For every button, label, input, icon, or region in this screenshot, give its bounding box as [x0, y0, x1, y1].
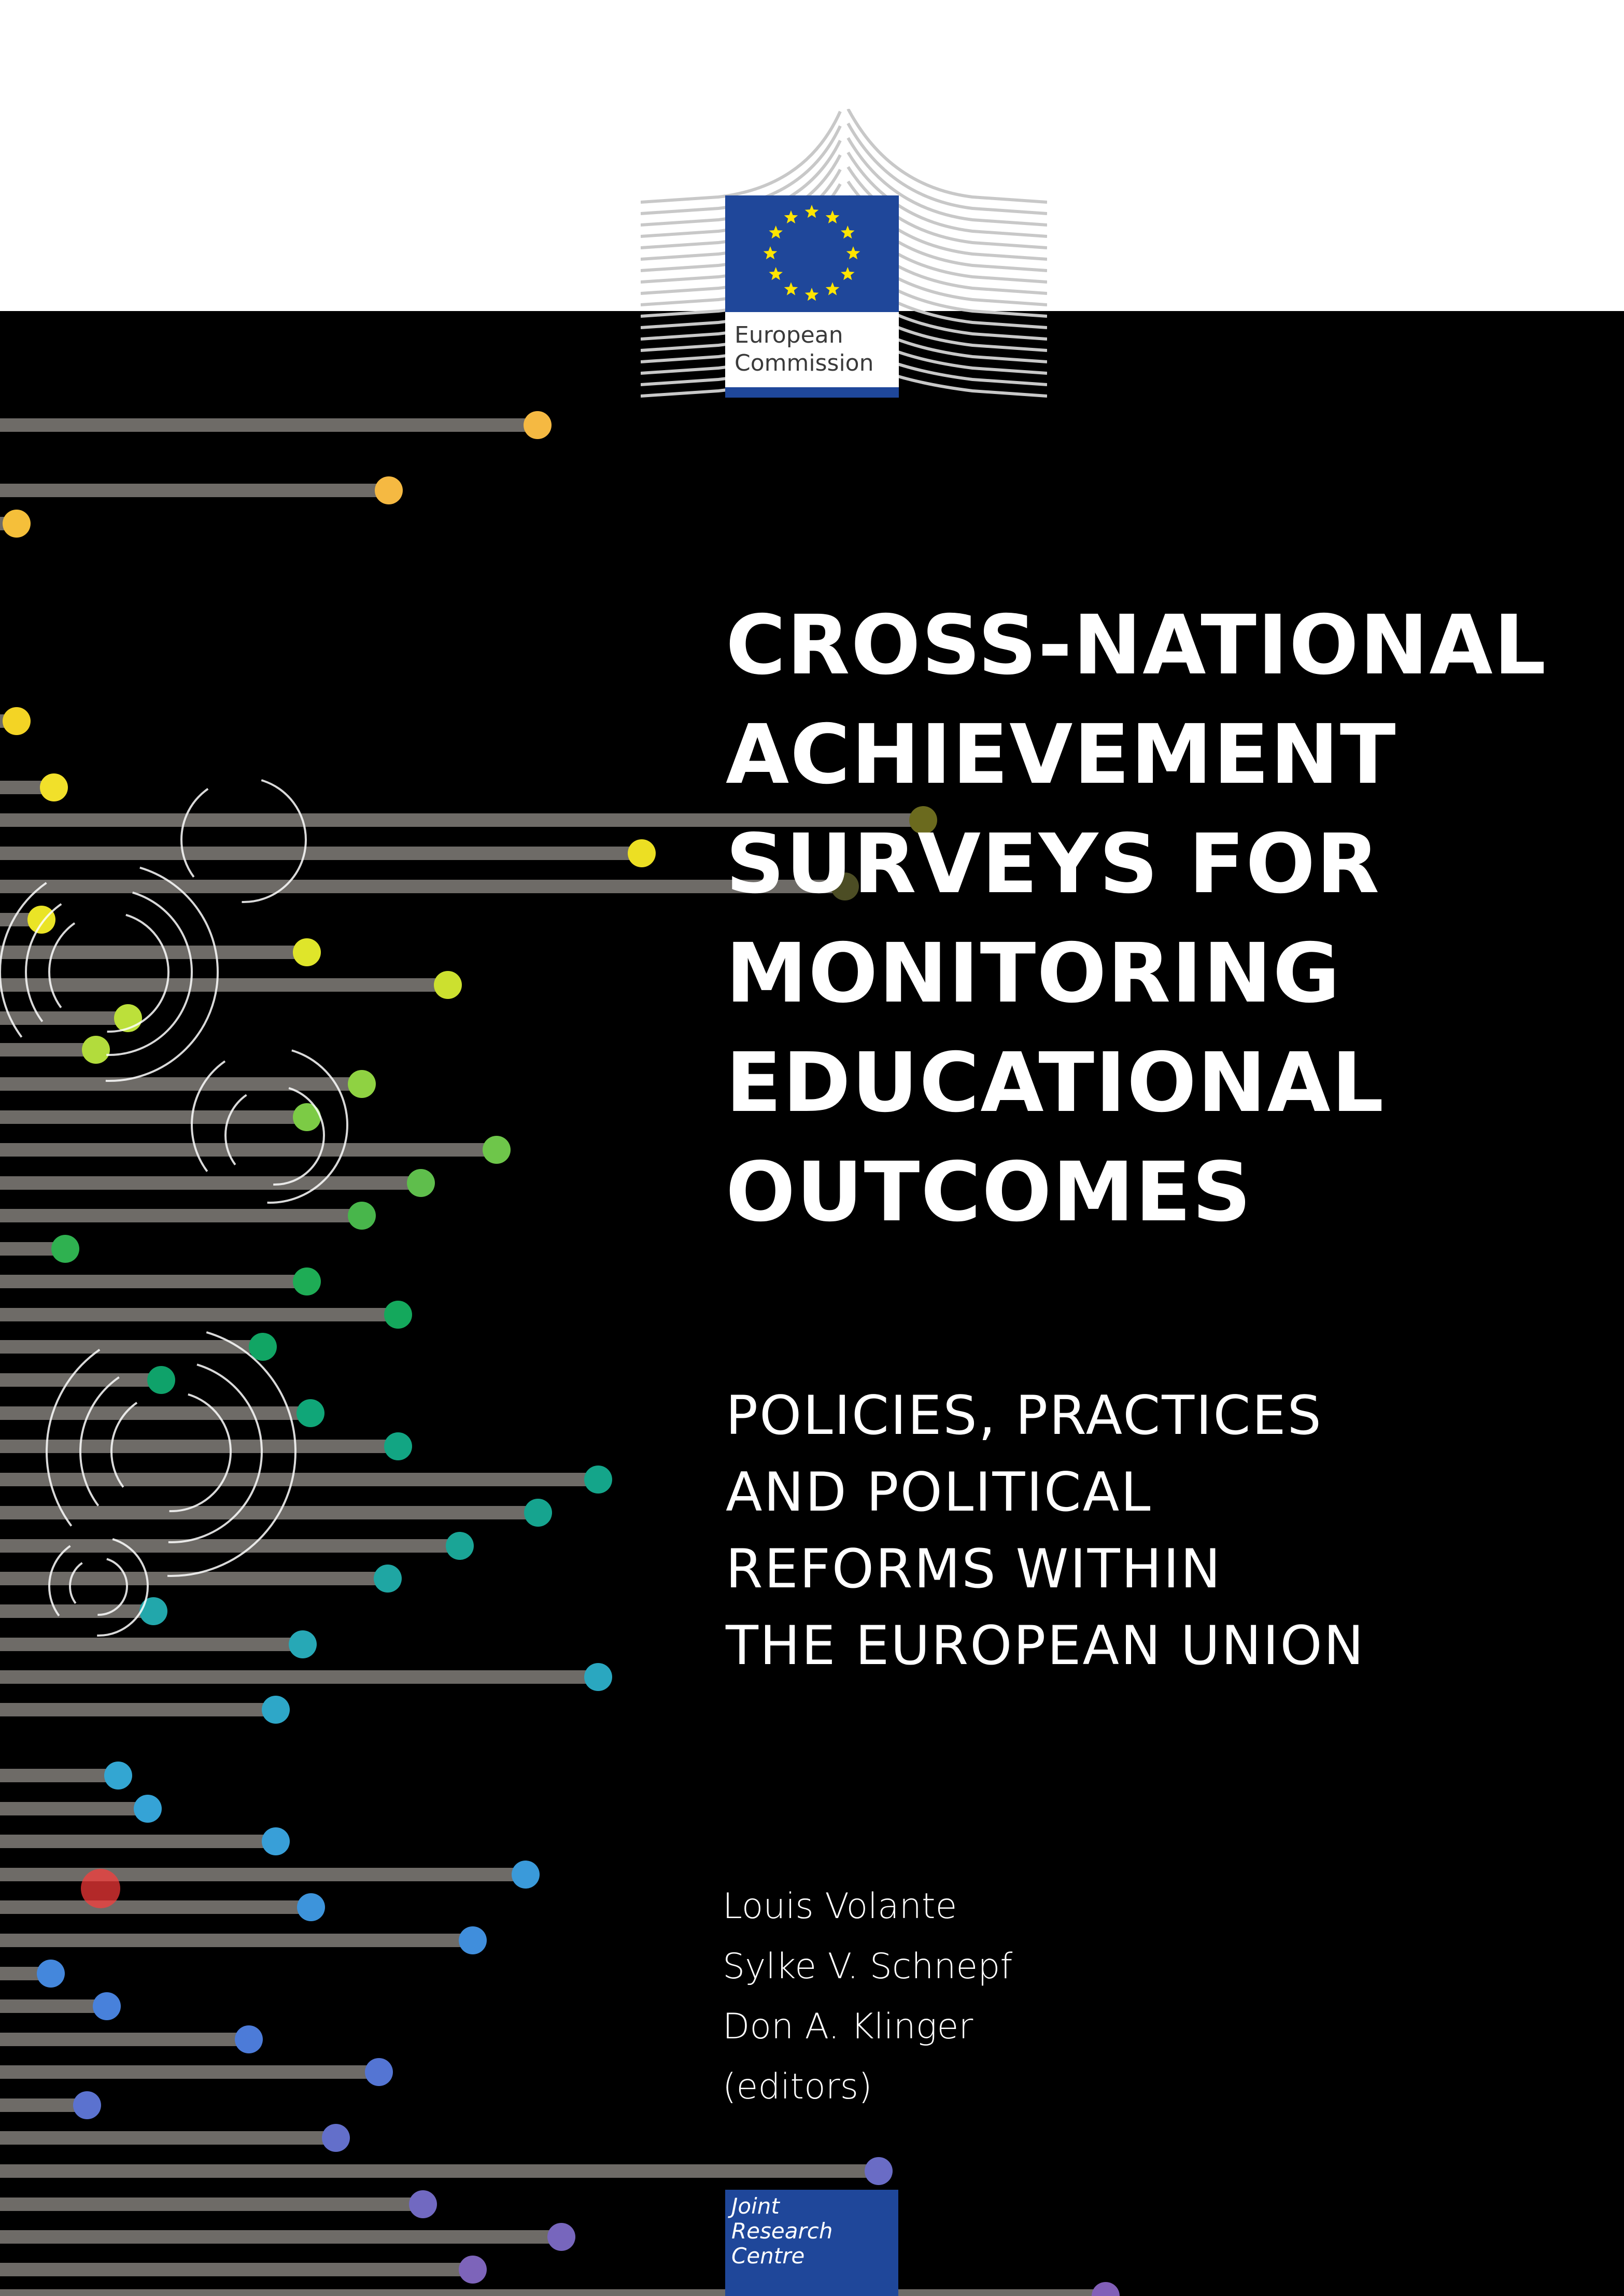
- eu-star-icon: [846, 246, 860, 259]
- decorative-dot: [384, 1301, 412, 1329]
- eu-star-icon: [769, 226, 783, 238]
- decorative-dot: [293, 938, 321, 966]
- subtitle-line: THE EUROPEAN UNION: [726, 1615, 1365, 1677]
- decorative-arc: [225, 1086, 324, 1185]
- jrc-line-1: Joint: [731, 2193, 780, 2219]
- decorative-dot: [409, 2190, 437, 2218]
- decorative-dot: [262, 1696, 290, 1724]
- decorative-dot: [93, 1992, 121, 2020]
- jrc-badge: [725, 2190, 898, 2296]
- cover-title: [726, 591, 1607, 1247]
- decorative-dot: [628, 839, 656, 867]
- decorative-dot: [3, 510, 31, 538]
- decorative-dot: [134, 1795, 162, 1823]
- decorative-dot: [104, 1762, 132, 1790]
- jrc-line-2: Research: [731, 2218, 833, 2244]
- decorative-dot: [297, 1893, 325, 1921]
- decorative-dot: [293, 1267, 321, 1295]
- decorative-dot: [407, 1169, 435, 1197]
- logo-line-1: European: [735, 322, 843, 348]
- logo-line-2: Commission: [735, 350, 874, 376]
- decorative-dot: [483, 1136, 511, 1164]
- decorative-dot: [40, 773, 68, 801]
- european-commission-logo: [641, 109, 1047, 399]
- decorative-dot: [584, 1663, 612, 1691]
- title-line: OUTCOMES: [726, 1145, 1252, 1240]
- decorative-dot: [27, 906, 55, 934]
- eu-star-icon: [784, 282, 798, 295]
- decorative-dot: [374, 1565, 402, 1593]
- title-line: EDUCATIONAL: [726, 1035, 1385, 1131]
- decorative-dot: [348, 1202, 376, 1230]
- decorative-dot: [365, 2058, 393, 2086]
- decorative-dot: [293, 1103, 321, 1131]
- decorative-dot: [3, 707, 31, 735]
- decorative-dot: [289, 1630, 317, 1658]
- logo-bottom-bar: [725, 387, 899, 398]
- decorative-dot: [584, 1466, 612, 1494]
- decorative-dot: [865, 2157, 893, 2185]
- eu-star-icon: [805, 288, 819, 301]
- eu-star-icon: [769, 267, 783, 280]
- subtitle-line: POLICIES, PRACTICES: [726, 1385, 1323, 1447]
- editors-list: [723, 1877, 1012, 2117]
- cover-subtitle: [726, 1377, 1607, 1684]
- decorative-dot: [235, 2025, 263, 2053]
- decorative-arc: [26, 889, 192, 1055]
- editor-name: Don A. Klinger: [723, 2006, 973, 2047]
- eu-star-icon: [826, 210, 840, 223]
- decorative-dot: [82, 1036, 110, 1064]
- decorative-dot: [384, 1432, 412, 1460]
- decorative-glow: [81, 1869, 120, 1908]
- jrc-badge-text: [731, 2194, 832, 2269]
- eu-flag-icon: [725, 195, 899, 312]
- decorative-dot: [547, 2223, 575, 2251]
- eu-star-icon: [784, 210, 798, 223]
- logo-text: [735, 321, 873, 377]
- decorative-dot: [51, 1235, 79, 1263]
- subtitle-line: REFORMS WITHIN: [726, 1538, 1222, 1600]
- decorative-dot: [296, 1399, 324, 1427]
- eu-star-icon: [841, 226, 855, 238]
- decorative-dot: [459, 2256, 487, 2284]
- title-line: MONITORING: [726, 926, 1341, 1021]
- eu-star-icon: [764, 246, 778, 259]
- eu-star-icon: [841, 267, 855, 280]
- editor-name: Sylke V. Schnepf: [723, 1946, 1013, 1987]
- title-line: SURVEYS FOR: [726, 816, 1381, 912]
- decorative-dot: [73, 2091, 101, 2119]
- logo-label-box: [725, 312, 899, 387]
- editor-name: Louis Volante: [723, 1886, 957, 1927]
- decorative-dot: [512, 1861, 540, 1889]
- decorative-dot: [446, 1532, 474, 1560]
- decorative-dot: [375, 476, 403, 504]
- title-line: CROSS-NATIONAL: [726, 598, 1547, 693]
- decorative-dot: [459, 1926, 487, 1954]
- jrc-line-3: Centre: [731, 2243, 805, 2269]
- decorative-dot: [1092, 2282, 1120, 2296]
- title-line: ACHIEVEMENT: [726, 707, 1397, 802]
- decorative-dot: [524, 1499, 552, 1527]
- decorative-dot: [262, 1827, 290, 1855]
- subtitle-line: AND POLITICAL: [726, 1461, 1152, 1524]
- editors-label: (editors): [723, 2066, 872, 2107]
- decorative-dot: [139, 1597, 167, 1625]
- decorative-dot: [147, 1366, 175, 1394]
- decorative-dot: [524, 411, 552, 439]
- decorative-dot: [37, 1960, 65, 1988]
- decorative-dot: [348, 1070, 376, 1098]
- decorative-dot: [322, 2124, 350, 2152]
- eu-star-icon: [805, 205, 819, 218]
- eu-star-icon: [826, 282, 840, 295]
- decorative-dot: [434, 971, 462, 999]
